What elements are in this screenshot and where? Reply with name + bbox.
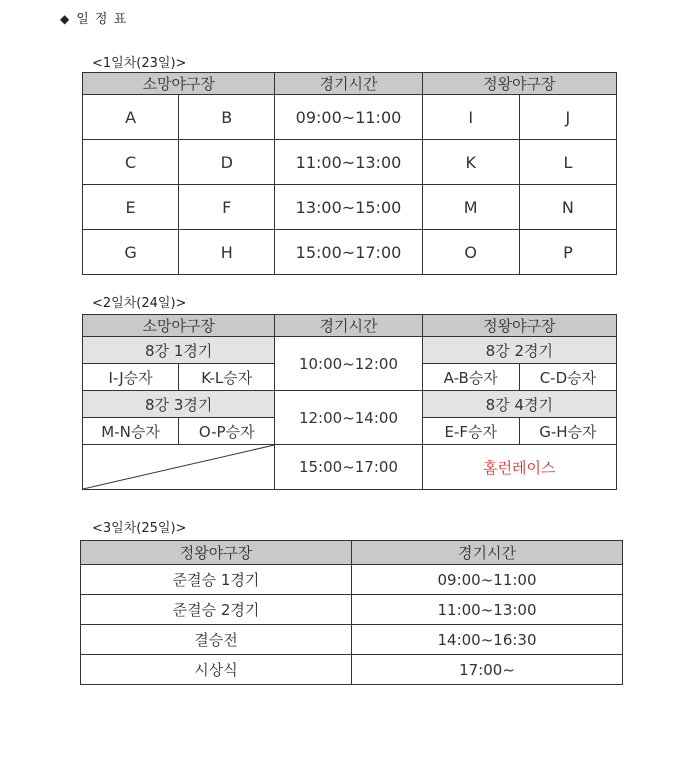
team-cell: L <box>519 140 616 185</box>
team-cell: G <box>83 230 179 275</box>
match-title: 8강 4경기 <box>422 391 616 418</box>
event-cell: 준결승 2경기 <box>81 595 352 625</box>
team-cell: E <box>83 185 179 230</box>
team-cell: C <box>83 140 179 185</box>
day1-label: <1일차(23일)> <box>92 56 187 71</box>
day3-table <box>80 540 623 685</box>
team-cell: M-N승자 <box>83 418 179 445</box>
empty-diagonal-cell <box>83 445 275 490</box>
event-homerun-race: 홈런레이스 <box>422 445 616 490</box>
team-cell: N <box>519 185 616 230</box>
team-cell: M <box>422 185 519 230</box>
table-row <box>83 140 617 185</box>
team-cell: O-P승자 <box>179 418 275 445</box>
time-cell: 09:00~11:00 <box>275 95 422 140</box>
team-cell: I-J승자 <box>83 364 179 391</box>
event-cell: 결승전 <box>81 625 352 655</box>
time-cell: 12:00~14:00 <box>275 391 422 445</box>
table-row <box>81 565 623 595</box>
team-cell: D <box>179 140 275 185</box>
header-venue-left: 소망야구장 <box>83 73 275 95</box>
team-cell: G-H승자 <box>519 418 616 445</box>
header-time: 경기시간 <box>352 541 623 565</box>
diagonal-line <box>83 445 274 489</box>
table-row <box>81 625 623 655</box>
match-title: 8강 3경기 <box>83 391 275 418</box>
team-cell: A-B승자 <box>422 364 519 391</box>
time-cell: 10:00~12:00 <box>275 337 422 391</box>
event-cell: 준결승 1경기 <box>81 565 352 595</box>
header-venue-right: 정왕야구장 <box>422 315 616 337</box>
page-heading <box>60 8 127 27</box>
time-cell: 13:00~15:00 <box>275 185 422 230</box>
header-venue-left: 소망야구장 <box>83 315 275 337</box>
time-cell: 15:00~17:00 <box>275 230 422 275</box>
table-row <box>83 230 617 275</box>
team-cell: I <box>422 95 519 140</box>
time-cell: 15:00~17:00 <box>275 445 422 490</box>
diamond-bullet-icon: ◆ <box>60 12 71 26</box>
team-cell: F <box>179 185 275 230</box>
header-time: 경기시간 <box>275 315 422 337</box>
team-cell: H <box>179 230 275 275</box>
team-cell: C-D승자 <box>519 364 616 391</box>
time-cell: 11:00~13:00 <box>275 140 422 185</box>
day2-table <box>82 314 617 490</box>
match-title: 8강 2경기 <box>422 337 616 364</box>
team-cell: J <box>519 95 616 140</box>
event-cell: 시상식 <box>81 655 352 685</box>
heading-text: 일 정 표 <box>76 12 128 27</box>
day3-label: <3일차(25일)> <box>92 521 187 536</box>
header-time: 경기시간 <box>275 73 422 95</box>
day2-label: <2일차(24일)> <box>92 296 187 311</box>
time-cell: 14:00~16:30 <box>352 625 623 655</box>
table-row <box>83 95 617 140</box>
table-row <box>81 655 623 685</box>
day1-table <box>82 72 617 275</box>
team-cell: P <box>519 230 616 275</box>
header-venue: 정왕야구장 <box>81 541 352 565</box>
header-venue-right: 정왕야구장 <box>422 73 616 95</box>
time-cell: 17:00~ <box>352 655 623 685</box>
team-cell: E-F승자 <box>422 418 519 445</box>
table-row <box>83 185 617 230</box>
team-cell: B <box>179 95 275 140</box>
team-cell: K-L승자 <box>179 364 275 391</box>
team-cell: K <box>422 140 519 185</box>
time-cell: 09:00~11:00 <box>352 565 623 595</box>
time-cell: 11:00~13:00 <box>352 595 623 625</box>
match-title: 8강 1경기 <box>83 337 275 364</box>
table-row <box>81 595 623 625</box>
team-cell: A <box>83 95 179 140</box>
team-cell: O <box>422 230 519 275</box>
